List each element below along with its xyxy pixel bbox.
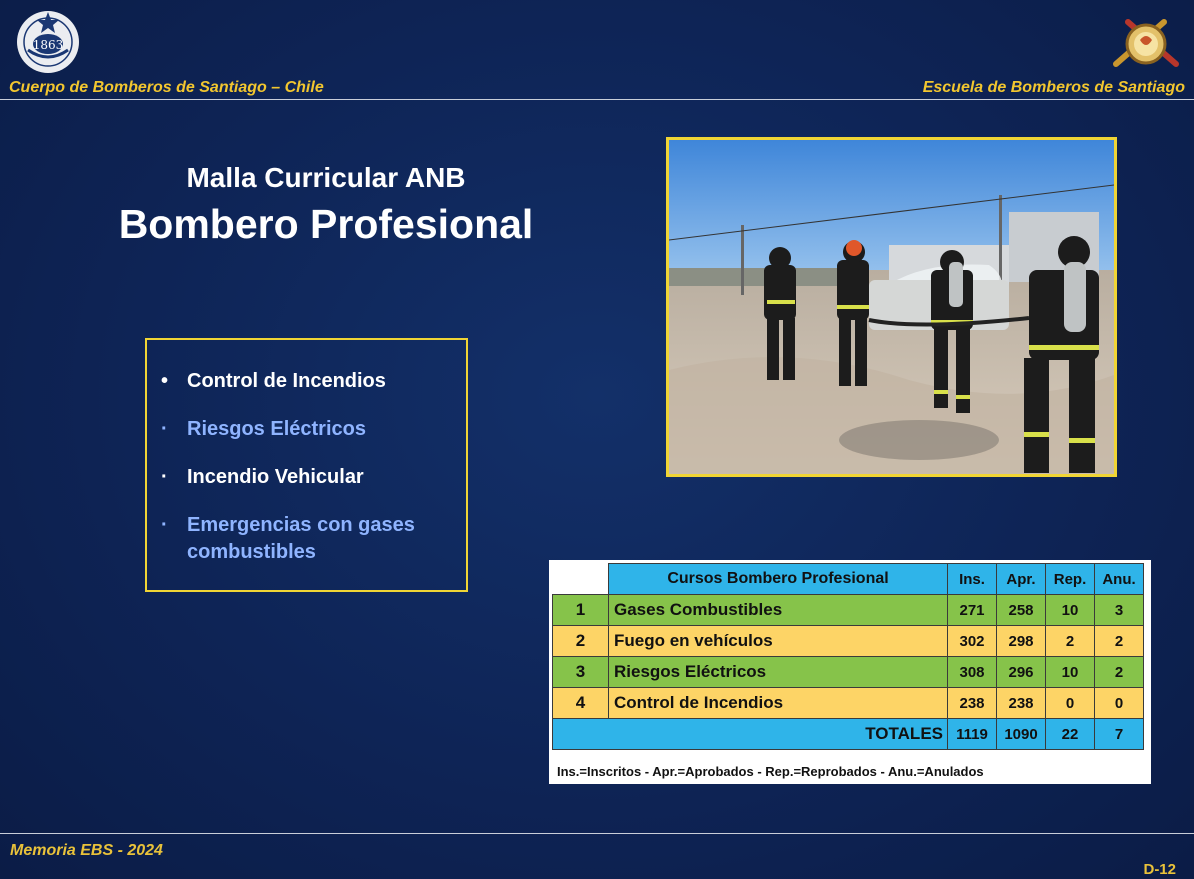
row-anu: 2: [1095, 657, 1144, 688]
row-index: 3: [553, 657, 609, 688]
row-apr: 258: [997, 595, 1046, 626]
row-anu: 2: [1095, 626, 1144, 657]
row-ins: 238: [948, 688, 997, 719]
firefighters-training-photo: [666, 137, 1117, 477]
totals-ins: 1119: [948, 719, 997, 750]
header-course-name: Cursos Bombero Profesional: [609, 564, 948, 595]
bomberos-santiago-seal-logo: [10, 6, 86, 76]
header-anu: Anu.: [1095, 564, 1144, 595]
totals-apr: 1090: [997, 719, 1046, 750]
row-course-name: Riesgos Eléctricos: [609, 657, 948, 688]
row-rep: 0: [1046, 688, 1095, 719]
totals-rep: 22: [1046, 719, 1095, 750]
row-course-name: Control de Incendios: [609, 688, 948, 719]
bullet-text: Incendio Vehicular: [187, 466, 364, 488]
bullet-item: [161, 368, 457, 395]
bullet-item: [161, 464, 457, 491]
row-rep: 2: [1046, 626, 1095, 657]
header-ins: Ins.: [948, 564, 997, 595]
bullet-marker: ·: [161, 466, 168, 488]
row-anu: 3: [1095, 595, 1144, 626]
header-right-title: Escuela de Bomberos de Santiago: [922, 79, 1185, 96]
bullet-marker: ·: [161, 418, 168, 440]
row-course-name: Fuego en vehículos: [609, 626, 948, 657]
header-apr: Apr.: [997, 564, 1046, 595]
page-number: D-12: [1143, 861, 1176, 878]
row-index: 2: [553, 626, 609, 657]
header-blank-cell: [553, 564, 609, 595]
table-row: [553, 688, 1144, 719]
header-divider: [0, 99, 1194, 100]
footer-memoria: Memoria EBS - 2024: [10, 842, 163, 859]
table-row: [553, 657, 1144, 688]
courses-table-panel: [549, 560, 1151, 784]
escuela-bomberos-logo: [1108, 14, 1184, 72]
bullet-marker: •: [161, 370, 169, 392]
row-index: 4: [553, 688, 609, 719]
row-ins: 271: [948, 595, 997, 626]
row-anu: 0: [1095, 688, 1144, 719]
curriculum-box: [145, 338, 468, 592]
totals-anu: 7: [1095, 719, 1144, 750]
row-rep: 10: [1046, 657, 1095, 688]
slide-subtitle: Malla Curricular ANB: [186, 162, 466, 193]
table-legend: Ins.=Inscritos - Apr.=Aprobados - Rep.=Reprobados - Anu.=Anulados: [557, 764, 984, 779]
bullet-marker: ·: [161, 514, 168, 536]
bullet-text: Riesgos Eléctricos: [187, 418, 366, 440]
table-row: [553, 595, 1144, 626]
footer-divider: [0, 833, 1194, 834]
bullet-text: Control de Incendios: [187, 370, 386, 392]
row-ins: 302: [948, 626, 997, 657]
row-index: 1: [553, 595, 609, 626]
header-rep: Rep.: [1046, 564, 1095, 595]
row-apr: 296: [997, 657, 1046, 688]
bullet-text: Emergencias con gases combustibles: [187, 514, 415, 563]
row-ins: 308: [948, 657, 997, 688]
slide-title: Bombero Profesional: [118, 201, 534, 247]
row-rep: 10: [1046, 595, 1095, 626]
bullet-item: [161, 416, 457, 443]
row-apr: 238: [997, 688, 1046, 719]
bullet-item: [161, 512, 457, 566]
totals-label: TOTALES: [553, 719, 948, 750]
courses-table: [552, 563, 1144, 750]
header-left-title: Cuerpo de Bomberos de Santiago – Chile: [9, 79, 324, 96]
table-row: [553, 626, 1144, 657]
row-apr: 298: [997, 626, 1046, 657]
totals-row: [553, 719, 1144, 750]
seal-year: 1863: [32, 38, 64, 52]
table-header-row: [553, 564, 1144, 595]
row-course-name: Gases Combustibles: [609, 595, 948, 626]
